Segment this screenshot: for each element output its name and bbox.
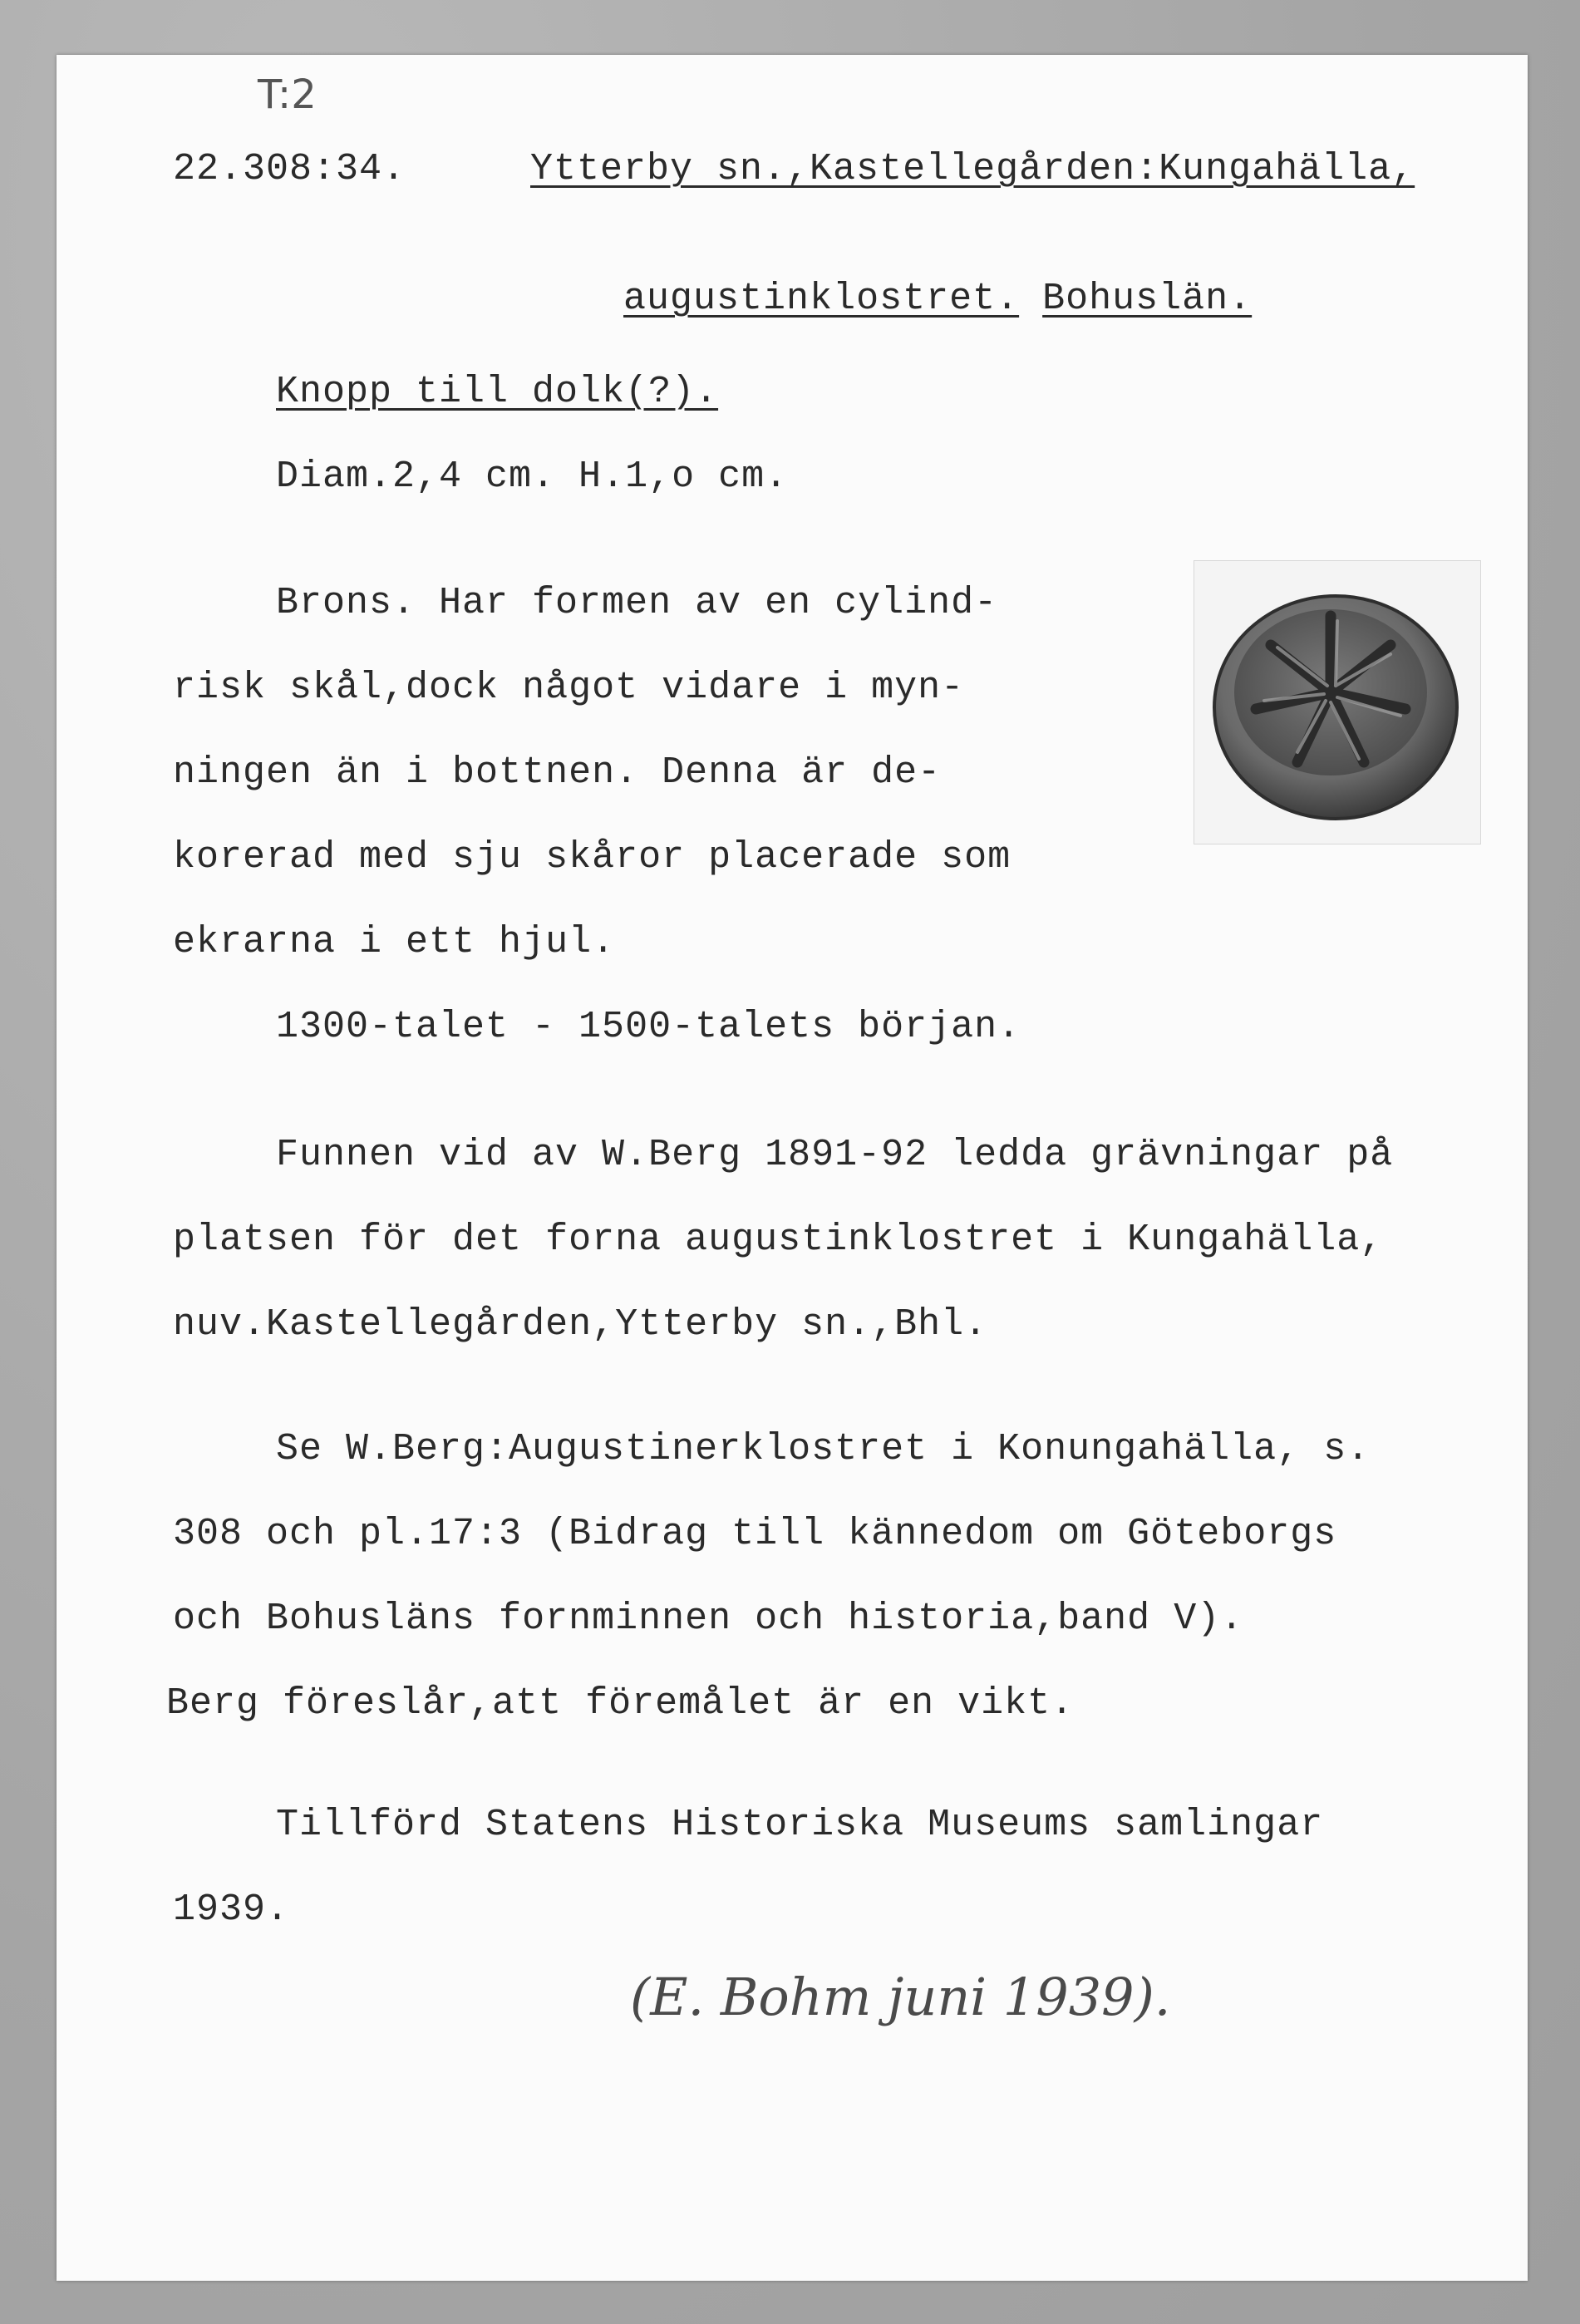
find-line: platsen för det forna augustinklostret i Kungahälla, xyxy=(173,1219,1384,1261)
accession-line: 1939. xyxy=(173,1888,290,1931)
reference-line: 308 och pl.17:3 (Bidrag till kännedom om Göteborgs xyxy=(173,1513,1337,1555)
location-monastery: augustinklostret. xyxy=(623,278,1020,320)
inventory-number: 22.308:34. xyxy=(173,148,406,190)
dating: 1300-talet - 1500-talets början. xyxy=(276,1006,1021,1048)
description-line: ningen än i bottnen. Denna är de- xyxy=(173,751,942,794)
accession-line: Tillförd Statens Historiska Museums samlingar xyxy=(276,1804,1324,1846)
description-line: ekrarna i ett hjul. xyxy=(173,921,616,963)
description-line: Brons. Har formen av en cylind- xyxy=(276,582,998,624)
object-photograph xyxy=(1194,560,1481,844)
location-line-1: Ytterby sn.,Kastellegården:Kungahälla, xyxy=(530,148,1415,190)
location-line-2 xyxy=(530,229,1252,369)
reference-line: Berg föreslår,att föremålet är en vikt. xyxy=(166,1682,1075,1725)
catalog-card xyxy=(57,55,1528,2281)
object-title: Knopp till dolk(?). xyxy=(276,371,719,413)
reference-line: Se W.Berg:Augustinerklostret i Konungahälla, s. xyxy=(276,1428,1371,1470)
location-province: Bohuslän. xyxy=(1042,278,1253,320)
reference-line: och Bohusläns fornminnen och historia,band V). xyxy=(173,1598,1244,1640)
corner-note: T:2 xyxy=(258,71,317,118)
handwritten-signature: (E. Bohm juni 1939). xyxy=(630,1967,1171,2027)
find-line: nuv.Kastellegården,Ytterby sn.,Bhl. xyxy=(173,1303,988,1346)
description-line: korerad med sju skåror placerade som xyxy=(173,836,1011,879)
dagger-pommel-image xyxy=(1194,561,1480,844)
object-dimensions: Diam.2,4 cm. H.1,o cm. xyxy=(276,455,789,498)
description-line: risk skål,dock något vidare i myn- xyxy=(173,667,965,709)
find-line: Funnen vid av W.Berg 1891-92 ledda grävningar på xyxy=(276,1134,1394,1176)
